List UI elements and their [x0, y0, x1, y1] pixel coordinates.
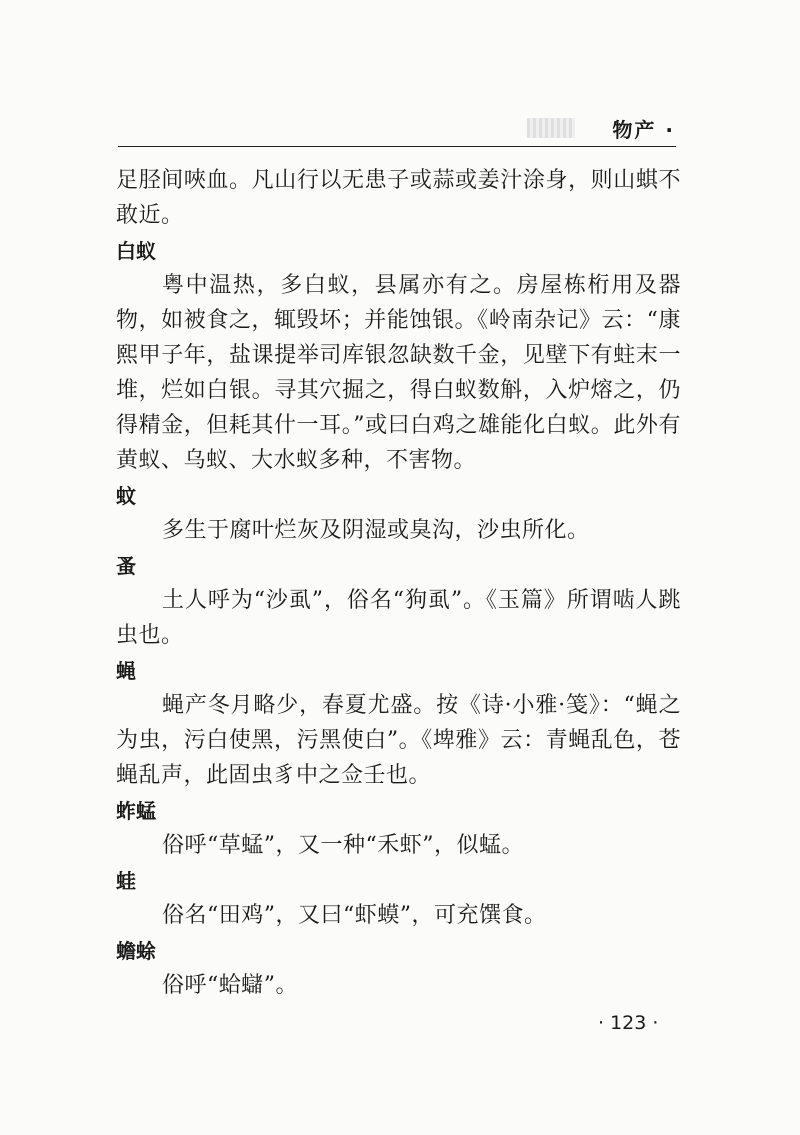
entry-title-frog: 蛙	[116, 869, 136, 893]
entry-title-flea: 蚤	[116, 554, 136, 578]
page-number: · 123 ·	[598, 1012, 659, 1034]
running-head	[120, 114, 675, 148]
entry-text-grasshopper: 俗呼“草蜢”，又一种“禾虾”，似蜢。	[162, 833, 524, 858]
entry-text-mosquito: 多生于腐叶烂灰及阴湿或臭沟，沙虫所化。	[162, 518, 590, 543]
entry-text-frog: 俗名“田鸡”，又曰“虾蟆”，可充馔食。	[162, 903, 547, 928]
running-title: 物产 ·	[612, 118, 675, 142]
entry-title-toad: 蟾蜍	[116, 939, 156, 963]
entry-title-grasshopper: 蚱蜢	[116, 799, 156, 823]
continuation-paragraph: 足胫间唊血。凡山行以无患子或蒜或姜汁涂身，则山蜞不敢近。	[116, 168, 681, 228]
entry-title-fly: 蝇	[116, 659, 136, 683]
entry-title-mosquito: 蚊	[116, 484, 136, 508]
entry-text-fly: 蝇产冬月略少，春夏尤盛。按《诗·小雅·笺》：“蝇之为虫，污白使黑，污黑使白”。《埤雅》云：青蝇乱色，苍蝇乱声，此固虫豸中之佥壬也。	[116, 693, 681, 788]
entry-text-white-ant: 粤中温热，多白蚁，县属亦有之。房屋栋桁用及器物，如被食之，辄毁坏；并能蚀银。《岭南杂记》云：“康熙甲子年，盐课提举司库银忽缺数千金，见壁下有蛀末一堆，烂如白银。寻其穴掘之，得白蚁数斛，入炉熔之，仍得精金，但耗其什一耳。”或曰白鸡之雄能化白蚁。此外有黄蚁、乌蚁、大水蚁多种，不害物。	[116, 273, 681, 473]
entry-text-flea: 土人呼为“沙虱”，俗名“狗虱”。《玉篇》所谓啮人跳虫也。	[116, 588, 681, 648]
entry-text-toad: 俗呼“蛤蠩”。	[162, 973, 298, 998]
page-body	[116, 163, 681, 1003]
header-ornament	[527, 118, 575, 138]
entry-title-white-ant: 白蚁	[116, 239, 156, 263]
header-rule	[118, 146, 676, 147]
